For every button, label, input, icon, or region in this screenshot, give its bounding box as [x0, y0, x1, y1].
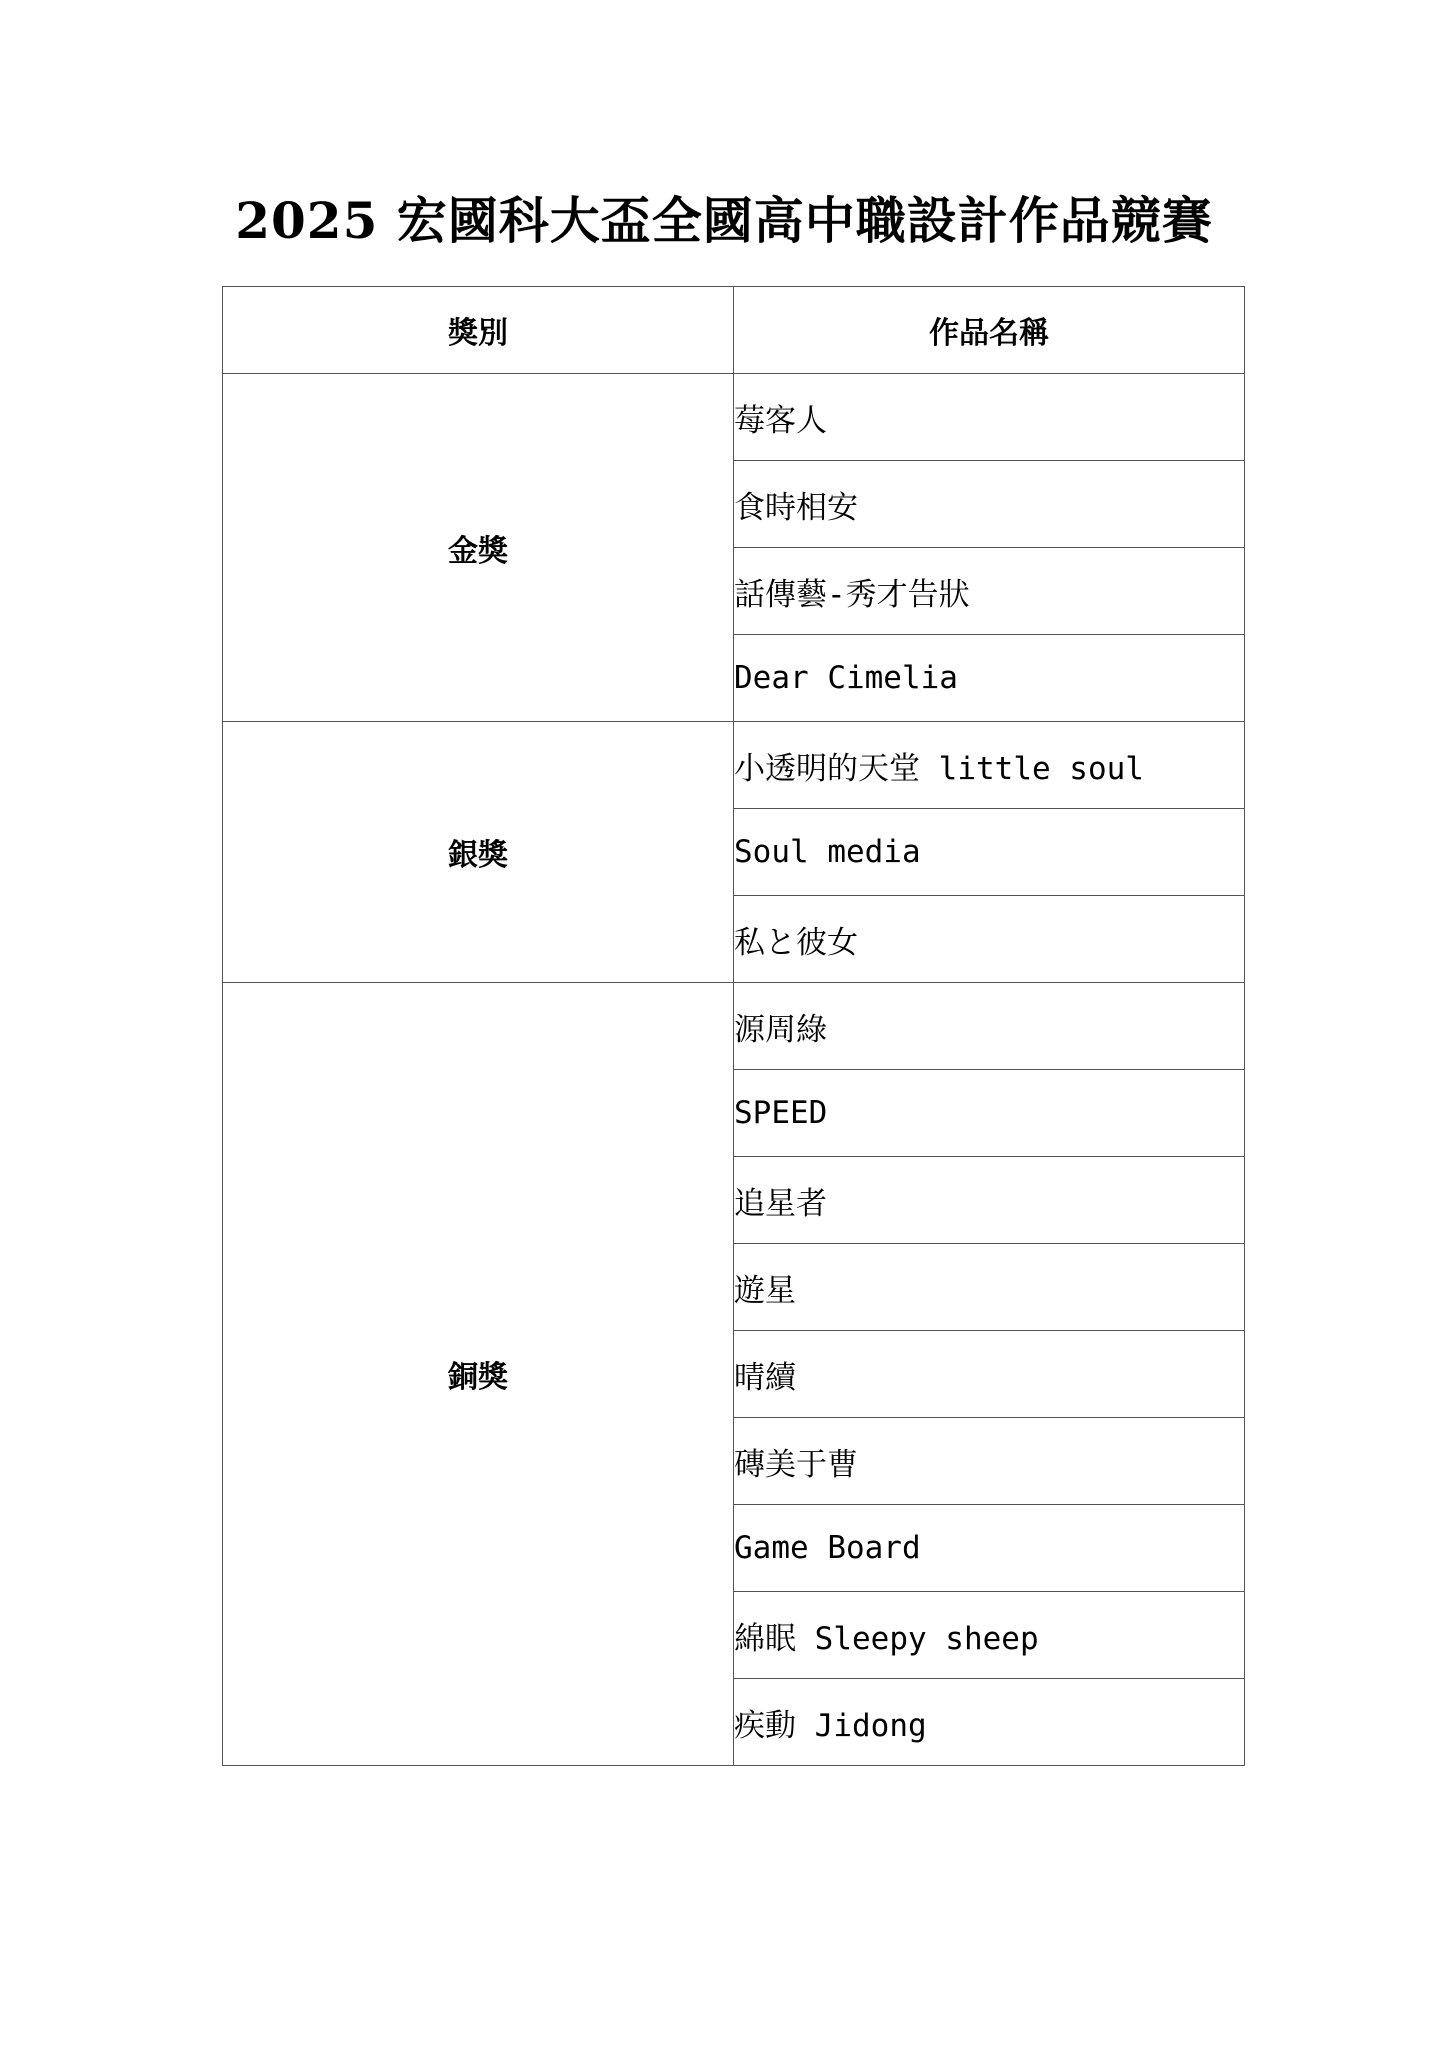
header-work-name: 作品名稱: [734, 287, 1245, 374]
document-title: 2025 宏國科大盃全國高中職設計作品競賽: [235, 191, 1213, 250]
work-name: Game Board: [734, 1505, 1245, 1592]
table-header-row: [223, 287, 1245, 374]
category-gold: 金獎: [223, 374, 734, 722]
table-row: [223, 983, 1245, 1070]
work-name: 源周綠: [734, 983, 1245, 1070]
work-name: 話傳藝-秀才告狀: [734, 548, 1245, 635]
work-name: 小透明的天堂 little soul: [734, 722, 1245, 809]
work-name: 莓客人: [734, 374, 1245, 461]
work-name: Dear Cimelia: [734, 635, 1245, 722]
category-silver: 銀獎: [223, 722, 734, 983]
work-name: 私と彼女: [734, 896, 1245, 983]
work-name: 磚美于曹: [734, 1418, 1245, 1505]
category-bronze: 銅獎: [223, 983, 734, 1766]
work-name: 晴續: [734, 1331, 1245, 1418]
table-row: [223, 722, 1245, 809]
work-name: 疾動 Jidong: [734, 1679, 1245, 1766]
work-name: Soul media: [734, 809, 1245, 896]
header-category: 獎別: [223, 287, 734, 374]
work-name: 追星者: [734, 1157, 1245, 1244]
awards-table: [222, 286, 1245, 1766]
work-name: SPEED: [734, 1070, 1245, 1157]
work-name: 食時相安: [734, 461, 1245, 548]
table-row: [223, 374, 1245, 461]
work-name: 遊星: [734, 1244, 1245, 1331]
work-name: 綿眠 Sleepy sheep: [734, 1592, 1245, 1679]
